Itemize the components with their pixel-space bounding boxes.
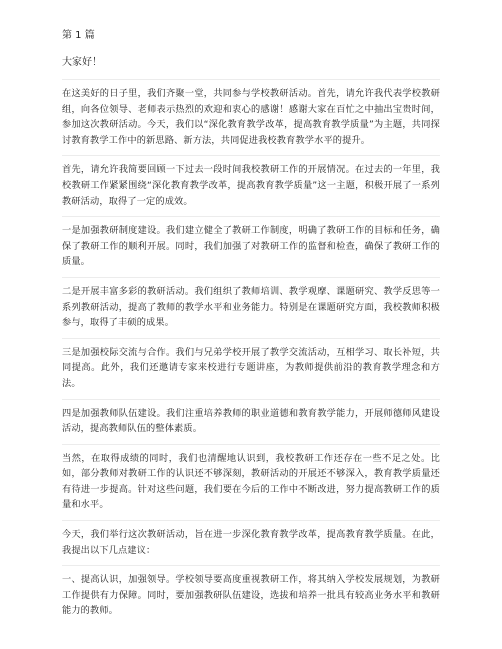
paragraph-point-three: 三是加强校际交流与合作。我们与兄弟学校开展了教学交流活动，互相学习、取长补短，共同提高。此外，我们还邀请专家来校进行专题讲座，为教师提供前沿的教育教学理念和方法。 bbox=[62, 346, 440, 389]
divider bbox=[62, 565, 440, 566]
greeting-text: 大家好！ bbox=[62, 57, 102, 68]
document-heading: 第 1 篇 bbox=[62, 30, 95, 41]
paragraph-point-one: 一是加强教研制度建设。我们建立健全了教研工作制度，明确了教研工作的目标和任务，确保了教研工作的顺利开展。同时，我们加强了对教研工作的监督和检查，确保了教研工作的质量。 bbox=[62, 225, 440, 268]
divider bbox=[62, 444, 440, 445]
divider bbox=[62, 277, 440, 278]
divider bbox=[62, 155, 440, 156]
paragraph-purpose: 今天，我们举行这次教研活动，旨在进一步深化教育教学改革，提高教育教学质量。在此，我提出以下几点建议： bbox=[62, 529, 440, 556]
paragraph-shortcomings: 当然，在取得成绩的同时，我们也清醒地认识到，我校教研工作还存在一些不足之处。比如，部分教师对教研工作的认识还不够深刻，教研活动的开展还不够深入，教育教学质量还有待进一步提高。针对这些问题，我们要在今后的工作中不断改进，努力提高教研工作的质量和水平。 bbox=[62, 452, 440, 511]
divider bbox=[62, 520, 440, 521]
document-page bbox=[62, 28, 440, 626]
paragraph-review: 首先，请允许我简要回顾一下过去一段时间我校教研工作的开展情况。在过去的一年里，我校教研工作紧紧围绕“深化教育教学改革，提高教育教学质量”这一主题，积极开展了一系列教研活动，取得了一定的成效。 bbox=[62, 164, 440, 207]
divider bbox=[62, 399, 440, 400]
divider bbox=[62, 338, 440, 339]
paragraph-suggestion-one: 一、提高认识，加强领导。学校领导要高度重视教研工作，将其纳入学校发展规划，为教研工作提供有力保障。同时，要加强教研队伍建设，选拔和培养一批具有较高业务水平和教研能力的教师。 bbox=[62, 574, 440, 617]
paragraph-point-two: 二是开展丰富多彩的教研活动。我们组织了教师培训、教学观摩、课题研究、教学反思等一系列教研活动，提高了教师的教学水平和业务能力。特别是在课题研究方面，我校教师积极参与，取得了丰硕的成果。 bbox=[62, 285, 440, 329]
divider bbox=[62, 79, 440, 80]
paragraph-opening: 在这美好的日子里，我们齐聚一堂，共同参与学校教研活动。首先，请允许我代表学校教研组，向各位领导、老师表示热烈的欢迎和衷心的感谢！感谢大家在百忙之中抽出宝贵时间，参加这次教研活动。今天，我们以“深化教育教学改革，提高教育教学质量”为主题，共同探讨教育教学工作中的新思路、新方法，共同促进我校教育教学水平的提升。 bbox=[62, 88, 440, 146]
divider bbox=[62, 216, 440, 217]
paragraph-point-four: 四是加强教师队伍建设。我们注重培养教师的职业道德和教育教学能力，开展师德师风建设活动，提高教师队伍的整体素质。 bbox=[62, 407, 440, 435]
